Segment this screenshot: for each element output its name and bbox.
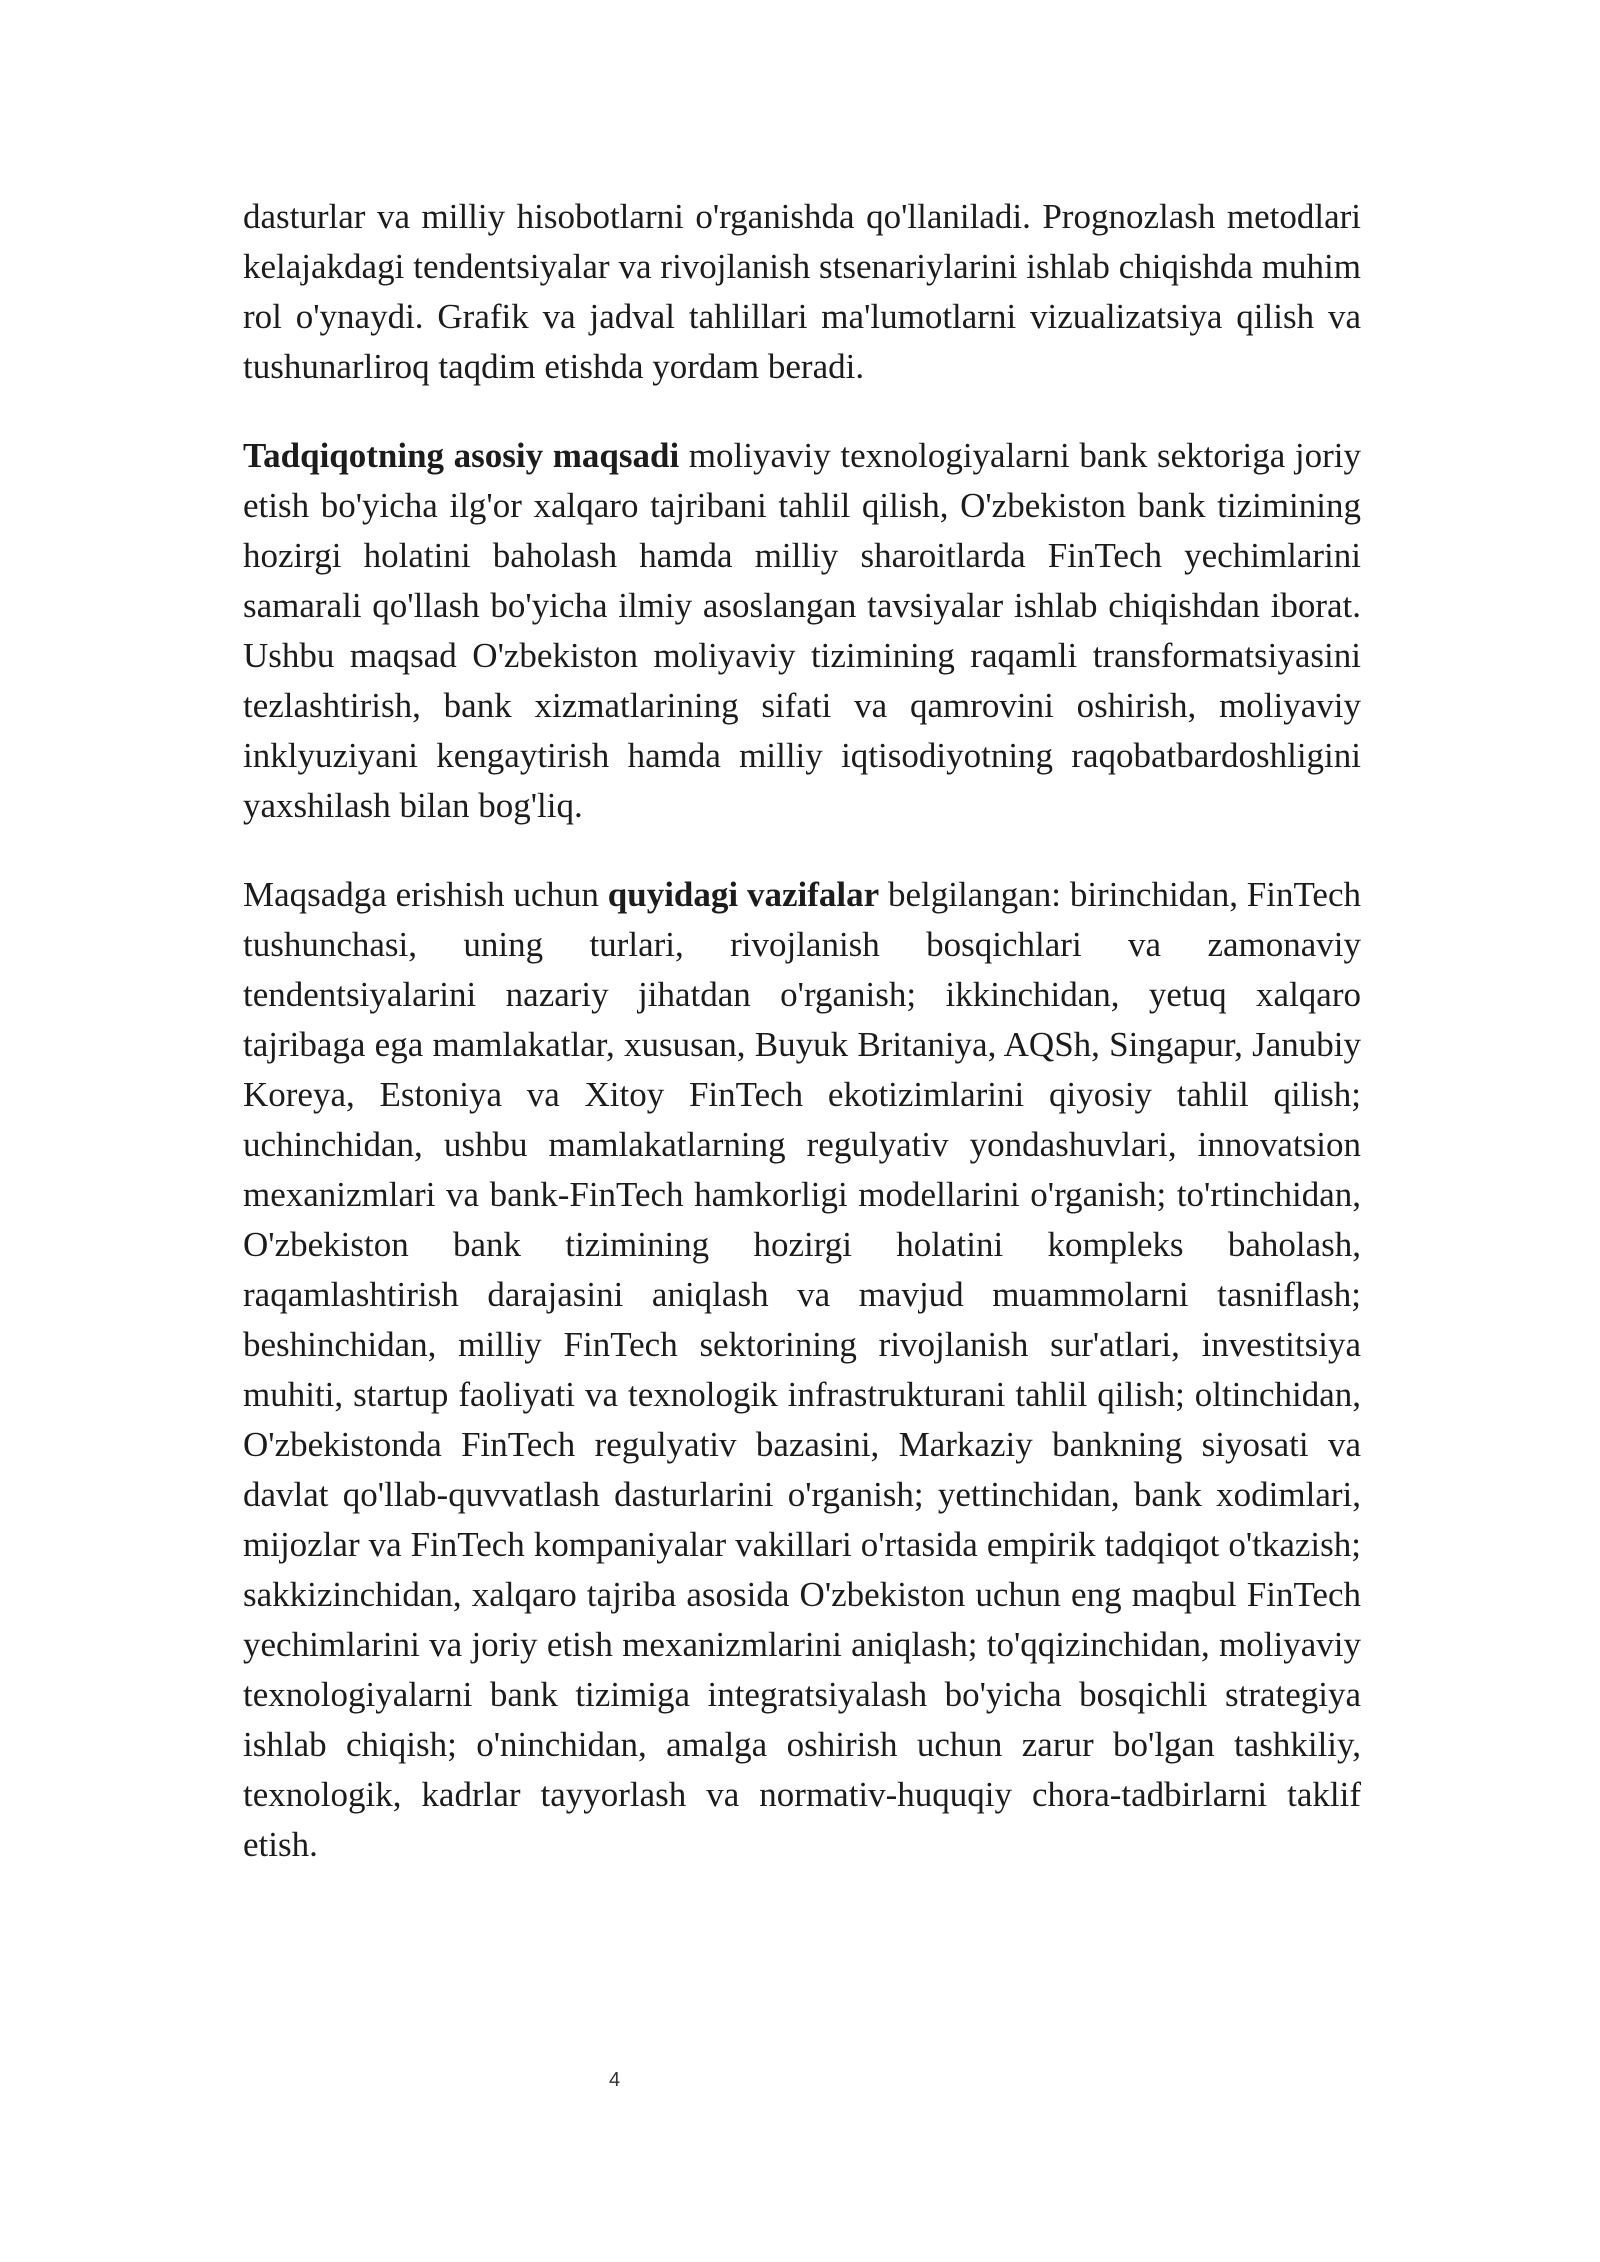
paragraph-research-tasks <box>243 870 1361 1870</box>
research-goal-text: moliyaviy texnologiyalarni bank sektoriga joriy etish bo'yicha ilg'or xalqaro tajribani tahlil qilish, O'zbekiston bank tizimining hozirgi holatini baholash hamda milliy sharoitlarda FinTech yechimlarini samarali qo'llash bo'yicha ilmiy asoslangan tavsiyalar ishlab chiqishdan iborat. Ushbu maqsad O'zbekiston moliyaviy tizimining raqamli transformatsiyasini tezlashtirish, bank xizmatlarining sifati va qamrovini oshirish, moliyaviy inklyuziyani kengaytirish hamda milliy iqtisodiyotning raqobatbardoshligini yaxshilash bilan bog'liq. <box>243 436 1361 825</box>
page-number: 4 <box>608 2069 621 2091</box>
document-body <box>243 192 1361 1870</box>
research-tasks-text: belgilangan: birinchidan, FinTech tushunchasi, uning turlari, rivojlanish bosqichlari va zamonaviy tendentsiyalarini nazariy jihatdan o'rganish; ikkinchidan, yetuq xalqaro tajribaga ega mamlakatlar, xususan, Buyuk Britaniya, AQSh, Singapur, Janubiy Koreya, Estoniya va Xitoy FinTech ekotizimlarini qiyosiy tahlil qilish; uchinchidan, ushbu mamlakatlarning regulyativ yondashuvlari, innovatsion mexanizmlari va bank-FinTech hamkorligi modellarini o'rganish; to'rtinchidan, O'zbekiston bank tizimining hozirgi holatini kompleks baholash, raqamlashtirish darajasini aniqlash va mavjud muammolarni tasniflash; beshinchidan, milliy FinTech sektorining rivojlanish sur'atlari, investitsiya muhiti, startup faoliyati va texnologik infrastrukturani tahlil qilish; oltinchidan, O'zbekistonda FinTech regulyativ bazasini, Markaziy bankning siyosati va davlat qo'llab-quvvatlash dasturlarini o'rganish; yettinchidan, bank xodimlari, mijozlar va FinTech kompaniyalar vakillari o'rtasida empirik tadqiqot o'tkazish; sakkizinchidan, xalqaro tajriba asosida O'zbekiston uchun eng maqbul FinTech yechimlarini va joriy etish mexanizmlarini aniqlash; to'qqizinchidan, moliyaviy texnologiyalarni bank tizimiga integratsiyalash bo'yicha bosqichli strategiya ishlab chiqish; o'ninchidan, amalga oshirish uchun zarur bo'lgan tashkiliy, texnologik, kadrlar tayyorlash va normativ-huquqiy chora-tadbirlarni taklif etish. <box>243 875 1361 1864</box>
research-goal-heading: Tadqiqotning asosiy maqsadi <box>243 436 680 475</box>
paragraph-research-goal <box>243 431 1361 831</box>
research-tasks-heading: quyidagi vazifalar <box>607 875 880 914</box>
research-tasks-intro: Maqsadga erishish uchun <box>243 875 608 914</box>
paragraph-methods-text: dasturlar va milliy hisobotlarni o'rganishda qo'llaniladi. Prognozlash metodlari kelajakdagi tendentsiyalar va rivojlanish stsenariylarini ishlab chiqishda muhim rol o'ynaydi. Grafik va jadval tahlillari ma'lumotlarni vizualizatsiya qilish va tushunarliroq taqdim etishda yordam beradi. <box>243 197 1361 386</box>
paragraph-methods <box>243 192 1361 392</box>
